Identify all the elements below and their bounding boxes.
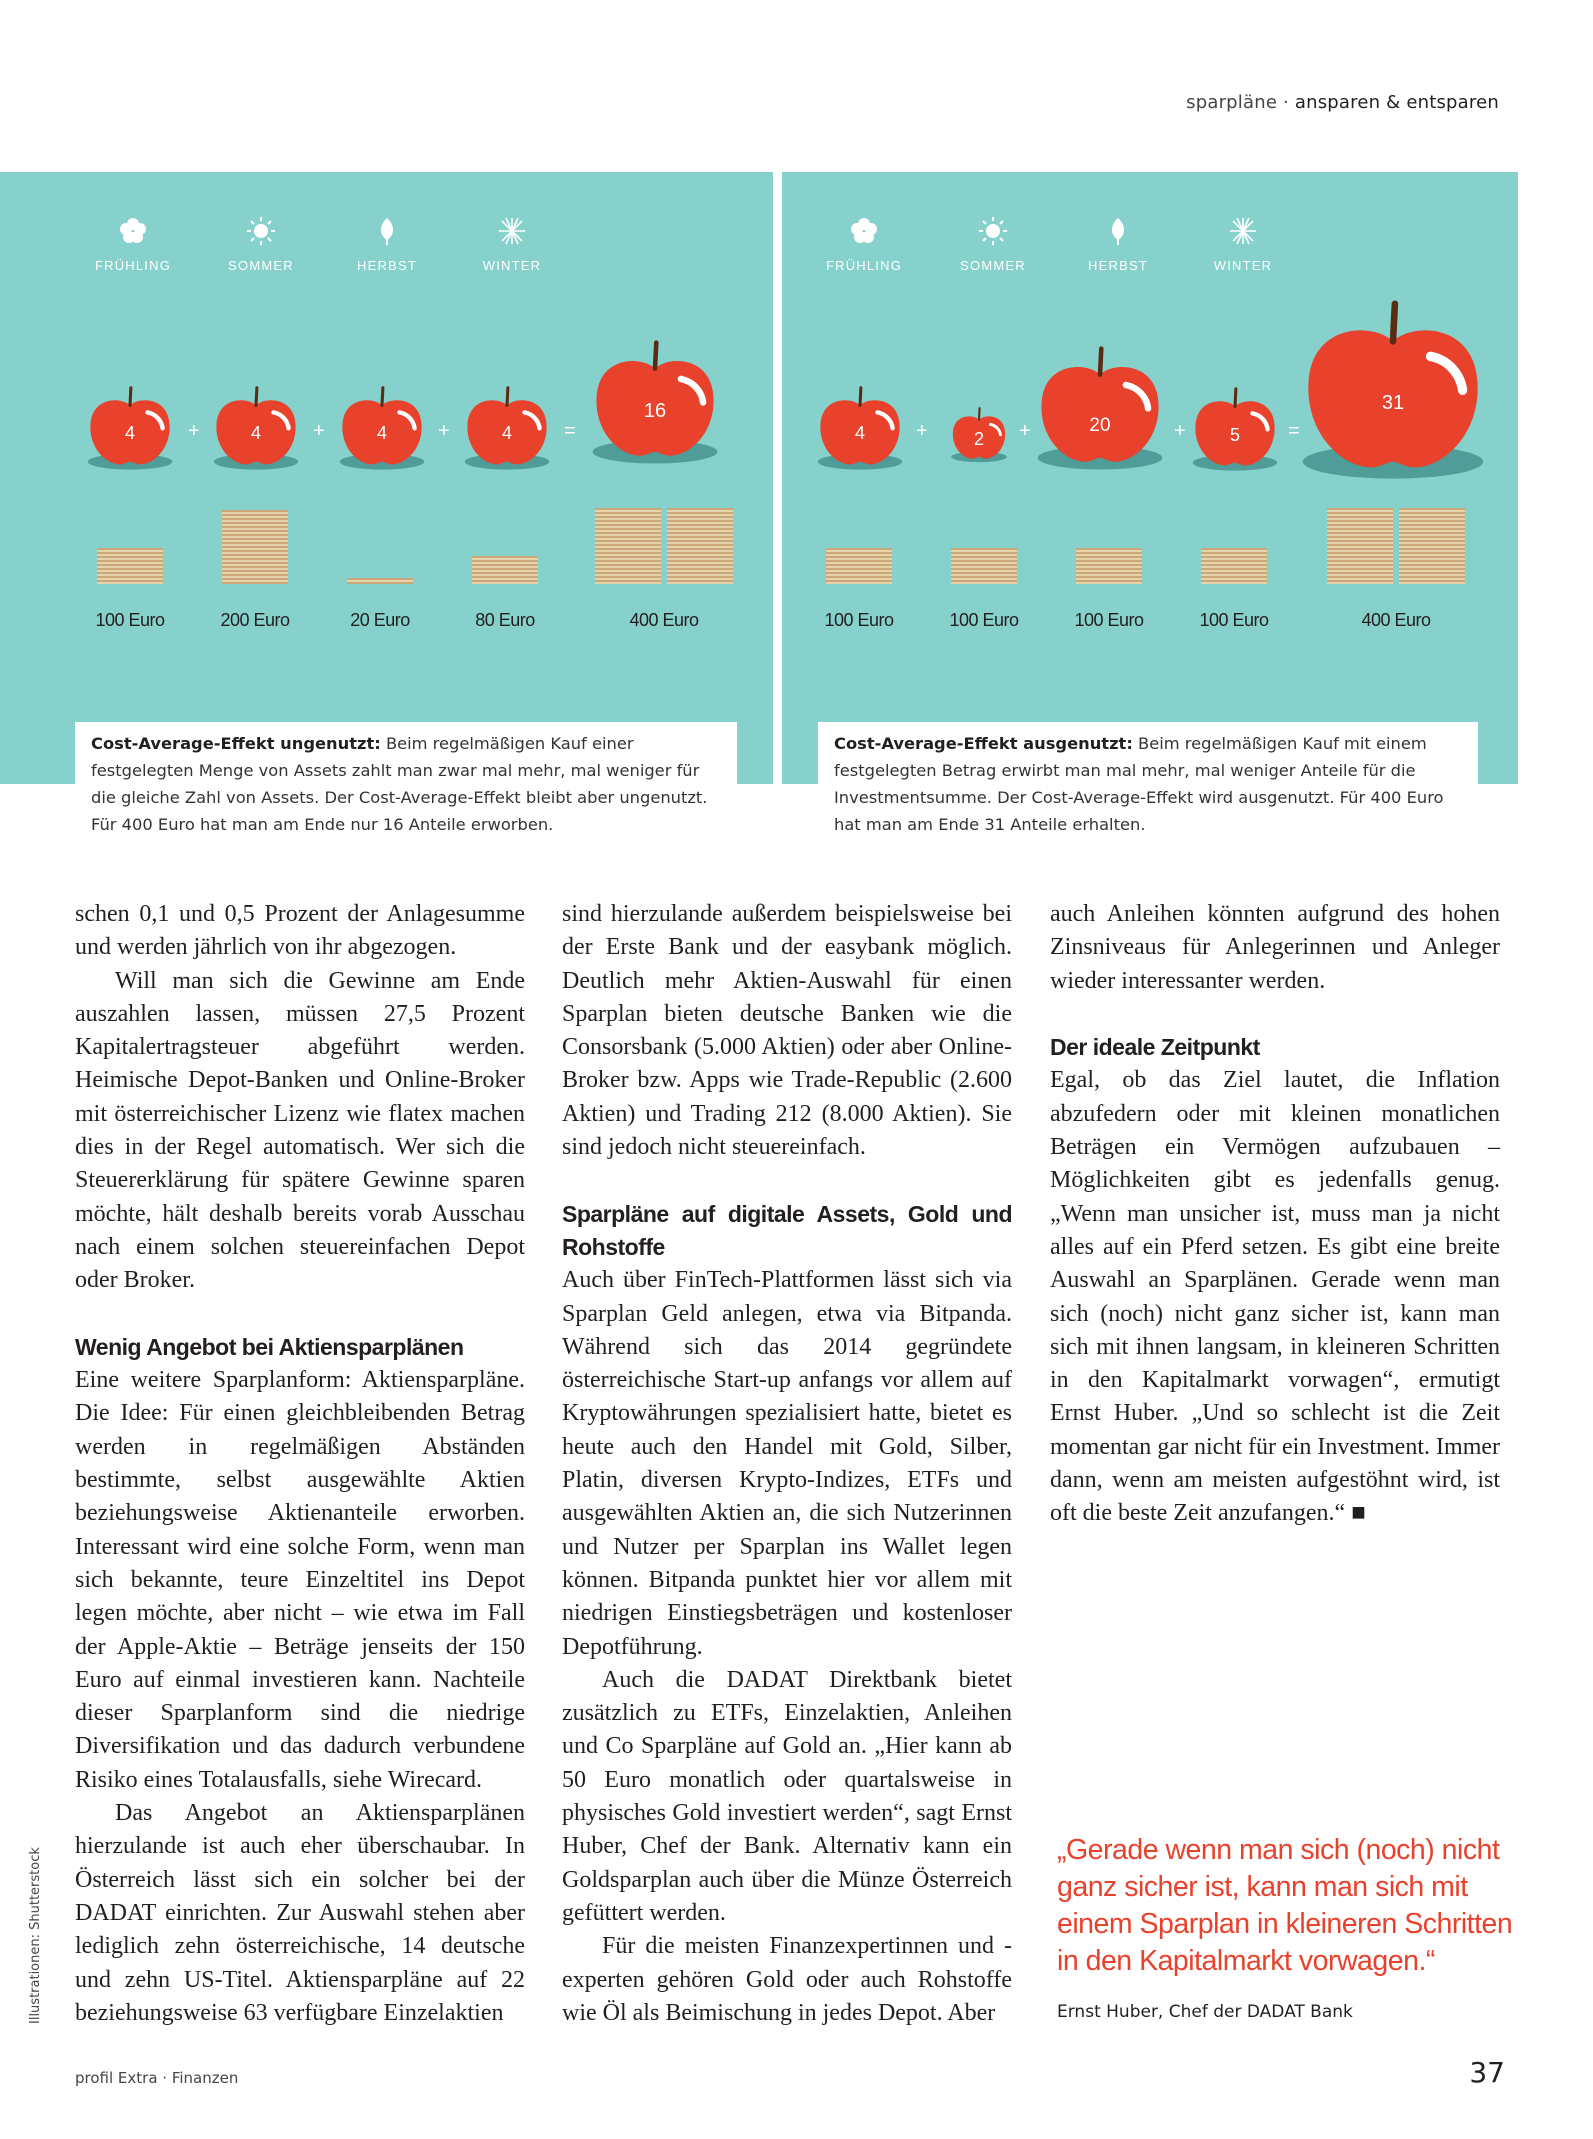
apple-total-shares: 16 xyxy=(590,338,720,472)
page-number: 37 xyxy=(1469,2056,1505,2089)
footer-publication: profil Extra · Finanzen xyxy=(75,2069,239,2087)
coin-stack xyxy=(951,548,1017,584)
flower-icon xyxy=(849,216,879,246)
amount-label: 200 Euro xyxy=(220,610,290,630)
coin-stack xyxy=(826,548,892,584)
pull-quote-source: Ernst Huber, Chef der DADAT Bank xyxy=(1057,2002,1353,2022)
flower-icon xyxy=(118,216,148,246)
subheading: Wenig Angebot bei Aktiensparplänen xyxy=(75,1333,464,1360)
sun-icon xyxy=(978,216,1008,246)
coin-stack xyxy=(595,508,661,584)
season-summer: SOMMER xyxy=(938,210,1048,273)
header-title: ansparen & entsparen xyxy=(1294,92,1499,113)
paragraph: Auch über FinTech-Plattformen lässt sich via Sparplan Geld anlegen, etwa via Bitpanda. Während sich das 2014 gegründete österreichische Start-up anfangs vor allem auf Kryptowährungen spezialisiert hatte, bietet es heute auch den Handel mit Gold, Silber, Platin, diversen Krypto-Indizes, ETFs und ausgewählten Aktien an, die sich Nutzerinnen und Nutzer per Sparplan ins Wallet legen können. Bitpanda punktet hier vor allem mit niedrigen Einstiegsbeträgen und kostenloser Depotführung. xyxy=(562,1267,1012,1660)
season-winter: WINTER xyxy=(457,210,567,273)
paragraph: Für die meisten Finanzexpertinnen und -experten gehören Gold oder auch Rohstoffe wie Öl als Beimischung in jedes Depot. Aber xyxy=(562,1933,1012,2026)
coin-stack xyxy=(1399,508,1465,584)
leaf-icon xyxy=(372,216,402,246)
amount-label: 20 Euro xyxy=(350,610,410,630)
apple-icon xyxy=(1035,345,1165,477)
apple-share-count: 4 xyxy=(816,385,904,475)
coin-stack xyxy=(97,548,163,584)
article-column-3 xyxy=(1050,898,1500,1531)
amount-label: 100 Euro xyxy=(1074,610,1144,630)
plus-operator: + xyxy=(916,420,928,442)
apple-total-shares: 31 xyxy=(1298,300,1488,488)
paragraph: auch Anleihen könnten aufgrund des hohen Zinsniveaus für Anlegerinnen und Anleger wieder interessanter werden. xyxy=(1050,901,1500,994)
paragraph: Will man sich die Gewinne am Ende auszahlen lassen, müssen 27,5 Prozent Kapitalertragsteuer abgeführt werden. Heimische Depot-Banken und Online-Broker mit österreichischer Lizenz wie flatex machen dies in der Regel automatisch. Wer sich die Steuererklärung für spätere Gewinne sparen möchte, hält deshalb bereits vorab Ausschau nach einem solchen steuereinfachen Depot oder Broker. xyxy=(75,967,525,1294)
equals-operator: = xyxy=(1288,420,1300,442)
article-column-2 xyxy=(562,898,1012,2030)
season-summer: SOMMER xyxy=(206,210,316,273)
coin-stack xyxy=(1327,508,1393,584)
apple-share-count: 5 xyxy=(1191,387,1279,475)
amount-label: 400 Euro xyxy=(629,610,699,630)
equals-operator: = xyxy=(564,420,576,442)
paragraph: Eine weitere Sparplanform: Aktiensparpläne. Die Idee: Für einen gleichbleibenden Betrag werden in regelmäßigen Abständen bestimmte, selbst ausgewählte Aktien beziehungsweise Aktienanteile erworben. Interessant wird eine solche Form, wenn man sich bekannte, teure Einzeltitel ins Depot legen möchte, aber nicht – wie etwa im Fall der Apple-Aktie – Beträge jenseits der 150 Euro auf einmal investieren kann. Nachteile dieser Sparplanform sind die niedrige Diversifikation und das dadurch verbundene Risiko eines Totalausfalls, siehe Wirecard. xyxy=(75,1367,525,1793)
image-credit: Illustrationen: Shutterstock xyxy=(28,1847,43,2024)
plus-operator: + xyxy=(313,420,325,442)
end-mark: ■ xyxy=(1345,1500,1366,1527)
snowflake-icon xyxy=(497,216,527,246)
header-section: sparpläne xyxy=(1186,92,1278,113)
coin-stack xyxy=(1076,548,1142,584)
coin-stack xyxy=(222,510,288,584)
amount-label: 100 Euro xyxy=(1199,610,1269,630)
apple-share-count: 4 xyxy=(463,385,551,475)
infographic-caption-used: Cost-Average-Effekt ausgenutzt: Beim regelmäßigen Kauf mit einem festgelegten Betrag erwirbt man mal mehr, mal weniger Anteile für die Investmentsumme. Der Cost-Average-Effekt wird ausgenutzt. Für 400 Euro hat man am Ende 31 Anteile erhalten. xyxy=(818,722,1478,848)
apple-share-count: 4 xyxy=(212,385,300,475)
sun-icon xyxy=(246,216,276,246)
running-header: sparpläne · ansparen & entsparen xyxy=(1186,92,1499,113)
apple-share-count: 4 xyxy=(86,385,174,475)
season-spring: FRÜHLING xyxy=(78,210,188,273)
amount-label: 100 Euro xyxy=(949,610,1019,630)
apple-share-count: 20 xyxy=(1035,345,1165,477)
amount-label: 100 Euro xyxy=(824,610,894,630)
amount-label: 400 Euro xyxy=(1361,610,1431,630)
season-autumn: HERBST xyxy=(332,210,442,273)
coin-stack xyxy=(1201,548,1267,584)
season-winter: WINTER xyxy=(1188,210,1298,273)
paragraph: Auch die DADAT Direktbank bietet zusätzlich zu ETFs, Einzelaktien, Anleihen und Co Sparpläne auf Gold an. „Hier kann ab 50 Euro monatlich oder quartalsweise in physisches Gold investiert werden“, sagt Ernst Huber, Chef der Bank. Alternativ kann ein Goldsparplan auch über die Münze Österreich gefüttert werden. xyxy=(562,1666,1012,1926)
paragraph: schen 0,1 und 0,5 Prozent der Anlagesumme und werden jährlich von ihr abgezogen. xyxy=(75,901,525,961)
coin-stack xyxy=(472,556,538,584)
plus-operator: + xyxy=(188,420,200,442)
leaf-icon xyxy=(1103,216,1133,246)
coin-stack xyxy=(347,578,413,584)
season-autumn: HERBST xyxy=(1063,210,1173,273)
plus-operator: + xyxy=(1174,420,1186,442)
coin-stack xyxy=(667,508,733,584)
apple-share-count: 4 xyxy=(338,385,426,475)
subheading: Sparpläne auf digitale Assets, Gold und Rohstoffe xyxy=(562,1200,1012,1260)
paragraph: sind hierzulande außerdem beispielsweise bei der Erste Bank und der easybank möglich. Deutlich mehr Aktien-Auswahl für einen Sparplan bieten deutsche Banken wie die Consorsbank (5.000 Aktien) oder aber Online-Broker bzw. Apps wie Trade-Republic (2.600 Aktien) und Trading 212 (8.000 Aktien). Sie sind jedoch nicht steuereinfach. xyxy=(562,901,1012,1161)
apple-share-count: 2 xyxy=(950,405,1008,467)
article-column-1 xyxy=(75,898,525,2030)
subheading: Der ideale Zeitpunkt xyxy=(1050,1034,1260,1061)
plus-operator: + xyxy=(438,420,450,442)
amount-label: 100 Euro xyxy=(95,610,165,630)
snowflake-icon xyxy=(1228,216,1258,246)
plus-operator: + xyxy=(1019,420,1031,442)
season-spring: FRÜHLING xyxy=(809,210,919,273)
pull-quote: „Gerade wenn man sich (noch) nicht ganz sicher ist, kann man sich mit einem Sparplan in kleineren Schritten in den Kapitalmarkt vorwagen.“ xyxy=(1057,1834,1513,1977)
paragraph: Egal, ob das Ziel lautet, die Inflation abzufedern oder mit kleinen monatlichen Beträgen ein Vermögen aufzubauen – Möglichkeiten gibt es jedenfalls genug. „Wenn man unsicher ist, muss man ja nicht alles auf ein Pferd setzen. Es gibt eine breite Auswahl an Sparplänen. Gerade wenn man sich (noch) nicht ganz sicher ist, kann man sich mit ihnen langsam, in kleineren Schritten in den Kapitalmarkt vorwagen“, ermutigt Ernst Huber. „Und so schlecht ist die Zeit momentan gar nicht für ein Investment. Immer dann, wenn am meisten aufgestöhnt wird, ist oft die beste Zeit anzufangen.“ ■ xyxy=(1050,1067,1500,1527)
infographic-caption-unused: Cost-Average-Effekt ungenutzt: Beim regelmäßigen Kauf einer festgelegten Menge von Assets zahlt man zwar mal mehr, mal weniger für die gleiche Zahl von Assets. Der Cost-Average-Effekt bleibt aber ungenutzt. Für 400 Euro hat man am Ende nur 16 Anteile erworben. xyxy=(75,722,737,848)
paragraph: Das Angebot an Aktiensparplänen hierzulande ist auch eher überschaubar. In Österreich lässt sich ein solcher bei der DADAT einrichten. Zur Auswahl stehen aber lediglich zehn österreichische, 14 deutsche und zehn US-Titel. Aktiensparpläne auf 22 beziehungsweise 63 verfügbare Einzelaktien xyxy=(75,1800,525,2026)
amount-label: 80 Euro xyxy=(475,610,535,630)
